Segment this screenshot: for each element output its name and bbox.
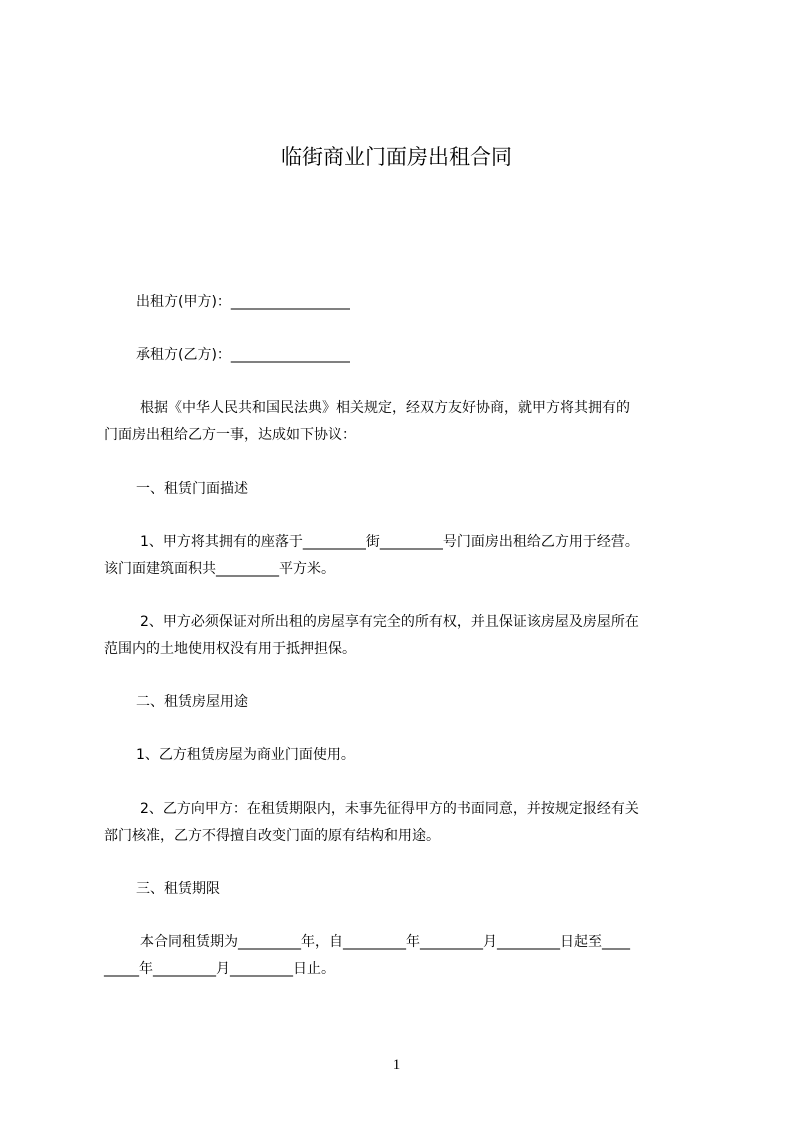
section-1-item-1-line-2: 该门面建筑面积共_________平方米。: [104, 561, 335, 577]
section-3-term-line-2: _____年_________月_________日止。: [104, 961, 335, 977]
section-1-item-1-line-1: 1、甲方将其拥有的座落于_________街_________号门面房出租给乙方用于经营。: [140, 534, 639, 550]
section-2-item-2-line-2: 部门核准，乙方不得擅自改变门面的原有结构和用途。: [104, 828, 440, 844]
party-a-line: 出租方(甲方)：_________________: [136, 294, 350, 310]
section-3-heading: 三、租赁期限: [136, 881, 220, 897]
intro-paragraph-line-1: 根据《中华人民共和国民法典》相关规定，经双方友好协商，就甲方将其拥有的: [140, 400, 630, 416]
section-1-item-2-line-1: 2、甲方必须保证对所出租的房屋享有完全的所有权，并且保证该房屋及房屋所在: [140, 614, 639, 630]
section-2-heading: 二、租赁房屋用途: [136, 694, 248, 710]
party-b-line: 承租方(乙方)：_________________: [136, 347, 350, 363]
section-2-item-1: 1、乙方租赁房屋为商业门面使用。: [136, 747, 355, 763]
section-3-term-line-1: 本合同租赁期为_________年，自_________年_________月_________日起至____: [140, 934, 630, 950]
intro-paragraph-line-2: 门面房出租给乙方一事，达成如下协议：: [104, 427, 356, 443]
page-number: 1: [392, 1057, 401, 1073]
document-title: 临街商业门面房出租合同: [281, 145, 512, 169]
section-1-item-2-line-2: 范围内的土地使用权没有用于抵押担保。: [104, 641, 356, 657]
section-1-heading: 一、租赁门面描述: [136, 481, 248, 497]
section-2-item-2-line-1: 2、乙方向甲方：在租赁期限内，未事先征得甲方的书面同意，并按规定报经有关: [140, 801, 639, 817]
